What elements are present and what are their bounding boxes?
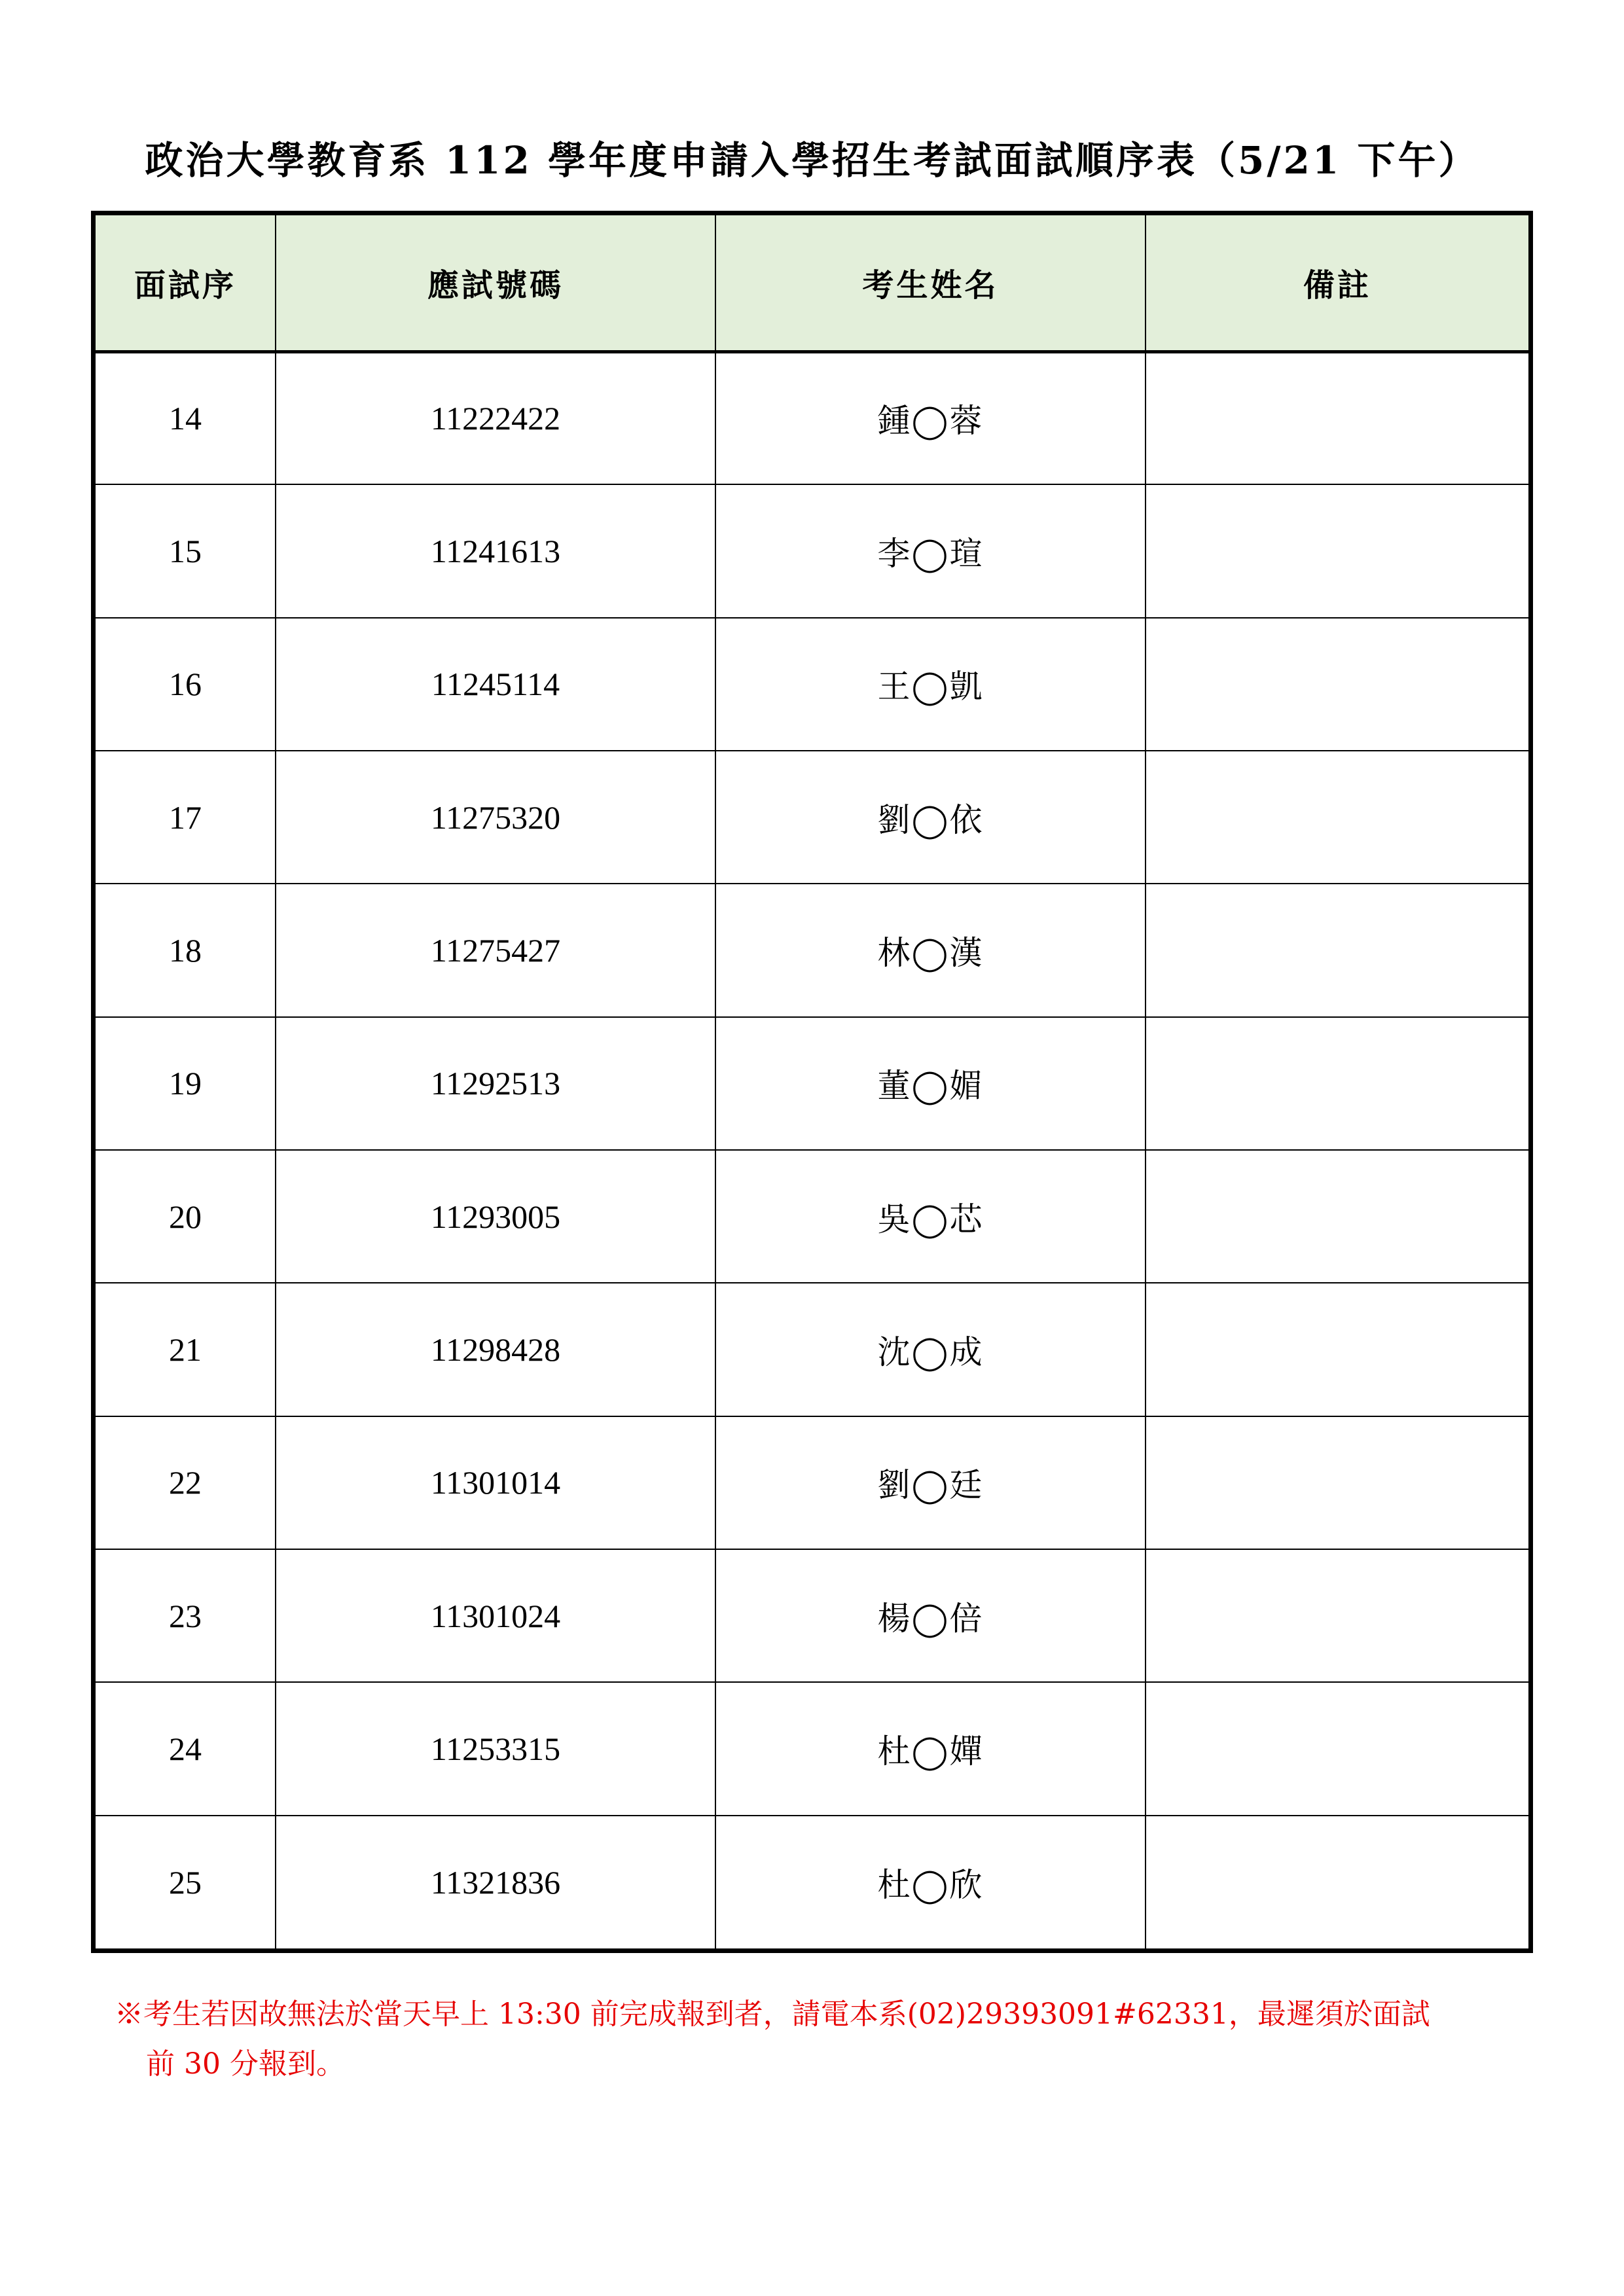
table-header-row [96, 215, 1528, 351]
cell-candidate-name: 楊◯倍 [715, 1549, 1146, 1682]
table-row [96, 1416, 1528, 1549]
cell-candidate-name: 劉◯廷 [715, 1416, 1146, 1549]
table-row [96, 351, 1528, 484]
table-body [96, 351, 1528, 1948]
table-row [96, 884, 1528, 1016]
table-row [96, 1283, 1528, 1416]
cell-remarks [1146, 484, 1528, 617]
cell-remarks [1146, 1150, 1528, 1283]
cell-exam-number: 11298428 [276, 1283, 715, 1416]
cell-remarks [1146, 1682, 1528, 1815]
table-row [96, 484, 1528, 617]
cell-interview-sequence: 18 [96, 884, 276, 1016]
table-row [96, 1682, 1528, 1815]
cell-interview-sequence: 21 [96, 1283, 276, 1416]
cell-exam-number: 11292513 [276, 1017, 715, 1150]
cell-candidate-name: 杜◯嬋 [715, 1682, 1146, 1815]
cell-candidate-name: 杜◯欣 [715, 1816, 1146, 1948]
cell-remarks [1146, 618, 1528, 751]
cell-remarks [1146, 1416, 1528, 1549]
cell-exam-number: 11321836 [276, 1816, 715, 1948]
registration-footnote [115, 1990, 1522, 2089]
cell-remarks [1146, 751, 1528, 884]
footnote-line-1: ※考生若因故無法於當天早上 13:30 前完成報到者，請電本系(02)29393091#62331，最遲須於面試 [115, 1998, 1430, 2031]
cell-remarks [1146, 1017, 1528, 1150]
cell-exam-number: 11301024 [276, 1549, 715, 1682]
cell-candidate-name: 王◯凱 [715, 618, 1146, 751]
header-remarks: 備註 [1146, 215, 1528, 351]
cell-exam-number: 11275320 [276, 751, 715, 884]
cell-candidate-name: 林◯漢 [715, 884, 1146, 1016]
cell-interview-sequence: 15 [96, 484, 276, 617]
cell-exam-number: 11245114 [276, 618, 715, 751]
cell-candidate-name: 沈◯成 [715, 1283, 1146, 1416]
cell-remarks [1146, 1816, 1528, 1948]
cell-candidate-name: 董◯媚 [715, 1017, 1146, 1150]
cell-exam-number: 11301014 [276, 1416, 715, 1549]
cell-interview-sequence: 24 [96, 1682, 276, 1815]
cell-interview-sequence: 23 [96, 1549, 276, 1682]
header-candidate-name: 考生姓名 [715, 215, 1146, 351]
cell-candidate-name: 吳◯芯 [715, 1150, 1146, 1283]
interview-order-table [96, 215, 1528, 1948]
cell-interview-sequence: 19 [96, 1017, 276, 1150]
table-row [96, 751, 1528, 884]
cell-interview-sequence: 14 [96, 351, 276, 484]
cell-remarks [1146, 1283, 1528, 1416]
cell-exam-number: 11241613 [276, 484, 715, 617]
cell-interview-sequence: 25 [96, 1816, 276, 1948]
cell-remarks [1146, 351, 1528, 484]
table-row [96, 1150, 1528, 1283]
cell-candidate-name: 李◯瑄 [715, 484, 1146, 617]
table-row [96, 1816, 1528, 1948]
cell-exam-number: 11293005 [276, 1150, 715, 1283]
interview-order-table-frame [91, 211, 1533, 1953]
footnote-line-2: 前 30 分報到。 [146, 2047, 345, 2081]
cell-interview-sequence: 22 [96, 1416, 276, 1549]
cell-exam-number: 11222422 [276, 351, 715, 484]
cell-interview-sequence: 17 [96, 751, 276, 884]
table-row [96, 1017, 1528, 1150]
cell-interview-sequence: 20 [96, 1150, 276, 1283]
header-interview-sequence: 面試序 [96, 215, 276, 351]
cell-candidate-name: 鍾◯蓉 [715, 351, 1146, 484]
table-row [96, 1549, 1528, 1682]
page-title: 政治大學教育系 112 學年度申請入學招生考試面試順序表（5/21 下午） [145, 138, 1479, 183]
table-row [96, 618, 1528, 751]
cell-exam-number: 11253315 [276, 1682, 715, 1815]
header-exam-number: 應試號碼 [276, 215, 715, 351]
cell-exam-number: 11275427 [276, 884, 715, 1016]
cell-remarks [1146, 884, 1528, 1016]
cell-interview-sequence: 16 [96, 618, 276, 751]
cell-candidate-name: 劉◯依 [715, 751, 1146, 884]
cell-remarks [1146, 1549, 1528, 1682]
